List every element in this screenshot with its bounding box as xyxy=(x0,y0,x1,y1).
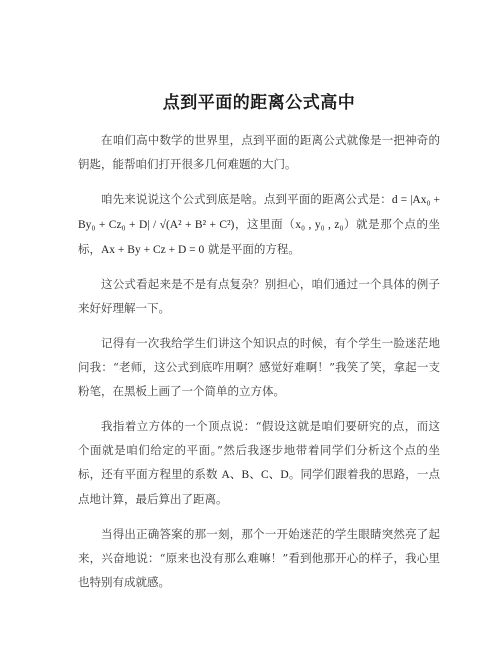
paragraph-text: 我指着立方体的一个顶点说：“假设这就是咱们要研究的点，而这个面就是咱们给定的平面。”然后我逐步地带着同学们分析这个点的坐标，还有平面方程里的系数 xyxy=(78,419,440,481)
paragraph xyxy=(78,331,440,403)
paragraph-text: ，这里面（ xyxy=(234,217,296,231)
formula-text: A、B、C、D xyxy=(221,469,289,481)
paragraph-text: 记得有一次我给学生们讲这个知识点的时候，有个学生一脸迷茫地问我：“老师，这公式到底咋用啊？感觉好难啊！”我笑了笑，拿起一支粉笔，在黑板上画了一个简单的立方体。 xyxy=(78,336,440,398)
paragraph-text: 这公式看起来是不是有点复杂？别担心，咱们通过一个具体的例子来好好理解一下。 xyxy=(78,277,440,315)
paragraph xyxy=(78,187,440,262)
paragraph xyxy=(78,414,440,511)
paragraph-text: 在咱们高中数学的世界里，点到平面的距离公式就像是一把神奇的钥匙，能帮咱们打开很多几何难题的大门。 xyxy=(78,133,440,171)
paragraph xyxy=(78,128,440,176)
paragraph xyxy=(78,272,440,320)
paragraph xyxy=(78,522,440,594)
paragraph-text: 咱先来说说这个公式到底是啥。点到平面的距离公式是： xyxy=(101,192,392,206)
paragraph-text: ）就是那个点的坐标， xyxy=(78,217,441,256)
formula-text: x₀ , y₀ , z₀ xyxy=(295,219,344,231)
paragraph-text: 就是平面的方程。 xyxy=(204,242,300,256)
paragraph-text: 。同学们跟着我的思路，一点点地计算，最后算出了距离。 xyxy=(78,467,441,506)
paragraph-text: 当得出正确答案的那一刻，那个一开始迷茫的学生眼睛突然亮了起来，兴奋地说：“原来也没有那么难嘛！”看到他那开心的样子，我心里也特别有成就感。 xyxy=(78,527,440,589)
document-body xyxy=(78,128,440,594)
document-title: 点到平面的距离公式高中 xyxy=(162,93,356,113)
formula-text: Ax + By + Cz + D = 0 xyxy=(101,244,205,256)
formula-text: d = |Ax₀ + By₀ + Cz₀ + D| / √(A² + B² + C²) xyxy=(78,194,440,231)
